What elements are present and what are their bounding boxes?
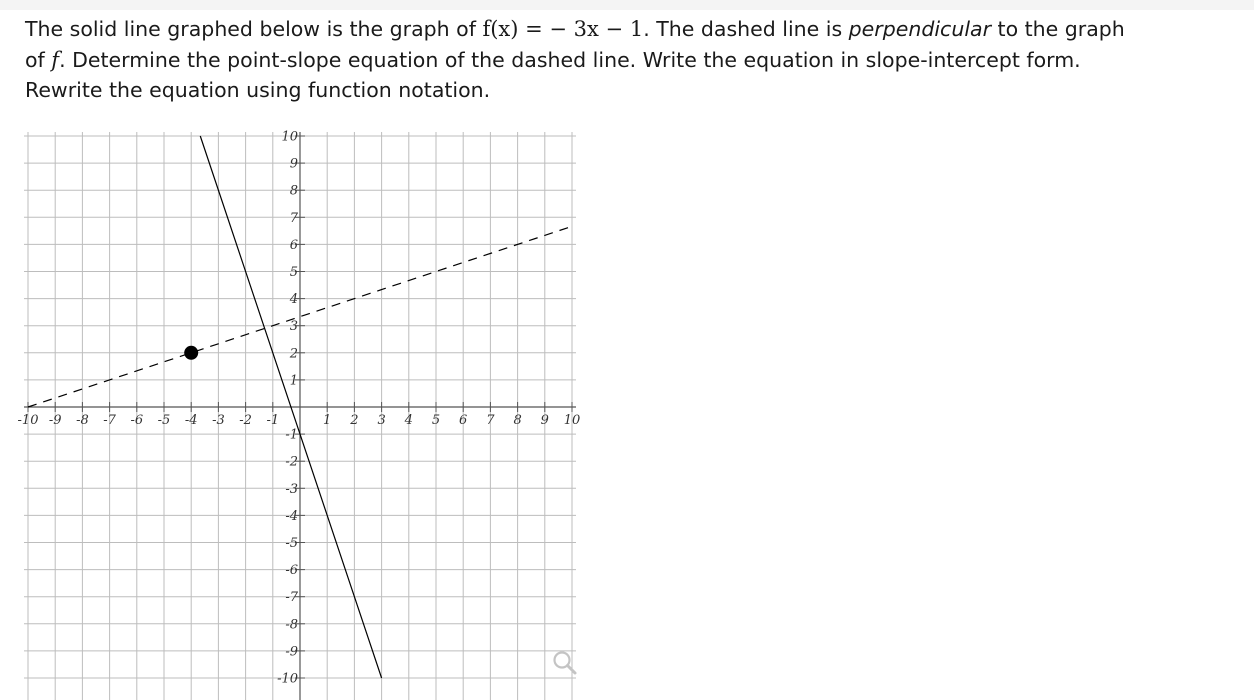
- x-tick-label: -8: [76, 413, 89, 428]
- x-tick-label: 5: [431, 413, 441, 428]
- question-part-3: to the graph of: [25, 17, 1125, 72]
- y-tick-label: -1: [285, 427, 298, 443]
- y-tick-label: -2: [285, 454, 298, 470]
- x-tick-label: -3: [212, 413, 225, 428]
- question-part-4: . Determine the point-slope equation of the dashed line. Write the equation in slope-intercept form. Rewrite the equation using function notation.: [25, 47, 1081, 102]
- y-tick-label: -9: [285, 644, 298, 660]
- x-tick-label: 4: [404, 413, 413, 428]
- y-tick-label: -10: [277, 671, 298, 687]
- x-tick-label: -9: [48, 413, 62, 428]
- y-tick-label: 7: [289, 210, 298, 226]
- y-tick-label: -4: [285, 508, 298, 524]
- y-tick-label: 4: [289, 292, 298, 308]
- x-tick-label: -1: [266, 413, 280, 428]
- y-tick-label: 5: [289, 265, 298, 280]
- x-tick-label: 10: [563, 413, 581, 428]
- x-tick-label: -2: [239, 413, 252, 428]
- y-tick-label: -3: [285, 481, 298, 497]
- function-expression: f(x) = − 3x − 1: [482, 17, 644, 41]
- x-tick-label: 1: [323, 413, 332, 428]
- y-tick-label: -5: [285, 536, 298, 551]
- x-tick-label: -10: [17, 413, 39, 428]
- y-tick-label: 9: [289, 156, 298, 172]
- point-marker: [184, 346, 198, 360]
- x-tick-label: 3: [377, 413, 386, 428]
- question-part-1: The solid line graphed below is the graph of: [25, 17, 483, 41]
- question-text: [25, 14, 1145, 106]
- y-tick-label: 8: [289, 183, 298, 199]
- y-tick-label: 3: [289, 319, 298, 335]
- x-tick-label: 9: [540, 413, 549, 428]
- y-tick-label: -6: [285, 563, 298, 579]
- y-tick-label: 6: [289, 237, 298, 253]
- y-tick-label: 2: [289, 346, 298, 362]
- y-tick-label: -8: [285, 617, 298, 633]
- y-tick-label: -7: [285, 590, 298, 606]
- emphasis-perpendicular: perpendicular: [848, 17, 992, 41]
- x-tick-label: -4: [184, 413, 198, 428]
- top-strip: [0, 0, 1254, 10]
- x-tick-label: 2: [350, 413, 359, 428]
- x-tick-label: 7: [486, 413, 495, 428]
- x-tick-label: -5: [157, 413, 171, 428]
- question-part-2: . The dashed line is: [643, 17, 849, 41]
- x-tick-label: 6: [459, 413, 468, 428]
- x-tick-label: 8: [513, 413, 522, 428]
- y-tick-label: 10: [281, 129, 298, 145]
- y-tick-labels: [277, 130, 299, 687]
- function-name: f: [51, 47, 60, 72]
- x-tick-label: -6: [130, 413, 144, 428]
- x-tick-label: -7: [103, 413, 116, 428]
- plotted-points: [184, 346, 198, 360]
- coordinate-graph[interactable]: [0, 122, 620, 700]
- y-tick-label: 1: [289, 373, 298, 389]
- x-tick-labels: [18, 413, 581, 428]
